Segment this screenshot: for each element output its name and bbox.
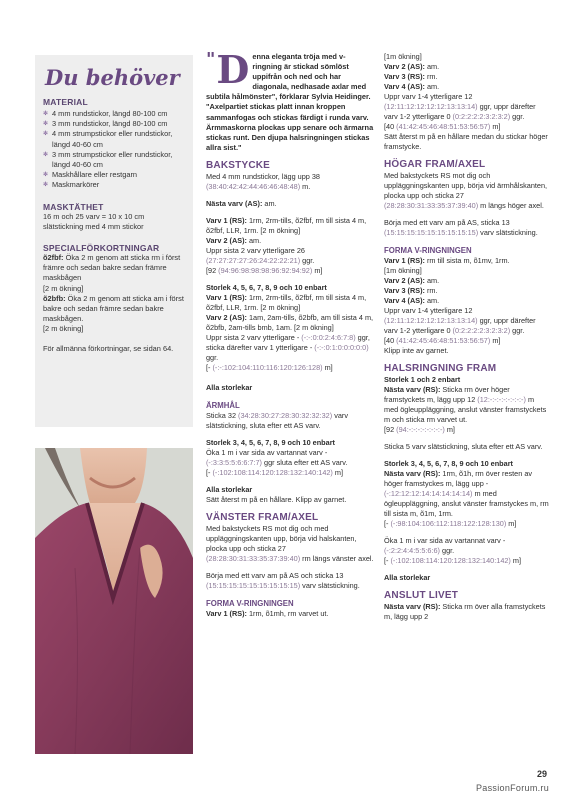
section-heading-vanster: VÄNSTER FRAM/AXEL bbox=[206, 511, 319, 523]
instruction: Med bakstyckets RS mot dig och uppläggningskanten upp, börja vid ärmhålskanten, plocka upp och sticka 27 (28:28:30:31:33:35:37:39:40) m längs höger axel. bbox=[384, 171, 548, 210]
abbreviations-heading: SPECIALFÖRKORTNINGAR bbox=[43, 243, 160, 254]
instruction: Varv 4 (AS): am. bbox=[384, 82, 440, 91]
size-heading: Storlek 4, 5, 6, 7, 8, 9 och 10 enbart bbox=[206, 282, 327, 292]
abbreviation-1 bbox=[43, 253, 185, 284]
instruction: Klipp inte av garnet. bbox=[384, 346, 449, 355]
drop-cap: D bbox=[216, 47, 250, 92]
instruction: Öka 1 m i var sida av vartannat varv - (-:2:2:4:4:5:5:6:6) ggr. bbox=[384, 536, 506, 555]
instruction: Nästa varv (RS): Sticka rm över höger framstyckets m, lägg upp 12 (12:-:-:-:-:-:-:-:-) m med ögleuppläggning, anslut vänster framstyckets m och sticka rm varvet ut. bbox=[384, 385, 547, 424]
sidebar-title: Du behöver bbox=[45, 65, 180, 90]
size-heading: Storlek 1 och 2 enbart bbox=[384, 375, 461, 384]
instruction: Uppr varv 1-4 ytterligare 12 (12:11:12:12:12:12:13:13:14) ggr, uppr därefter varv 1-2 ytterligare 0 (0:2:2:2:2:3:2:3:2) ggr. bbox=[384, 92, 536, 121]
instruction: Nästa varv (AS): am. bbox=[206, 198, 277, 208]
instruction: Sätt återst m på en hållare medan du stickar höger framstycke. bbox=[384, 132, 548, 151]
list-item: ✻ Maskmarkörer bbox=[43, 180, 185, 190]
stitch-count: [- (-:98:104:106:112:118:122:128:130) m] bbox=[384, 519, 517, 528]
intro-paragraph bbox=[206, 47, 374, 153]
quote-mark: " bbox=[206, 49, 216, 70]
abbreviation-text: Öka 2 m genom att sticka am i först bakre och sedan främre sedan bakre maskbågen. bbox=[43, 293, 184, 324]
stitch-count: [40 (41:42:45:46:48:51:53:56:57) m] bbox=[384, 122, 501, 131]
size-heading: Alla storlekar bbox=[206, 484, 253, 494]
section-heading-halsringning: HALSRINGNING FRAM bbox=[384, 363, 497, 374]
list-item: ✻ 4 mm rundstickor, längd 80-100 cm bbox=[43, 109, 185, 119]
instruction: Sticka 5 varv slätstickning, sluta efter ett AS varv. bbox=[384, 442, 543, 451]
instruction: [1m ökning] bbox=[384, 266, 422, 275]
stitch-count: [- (-:102:108:114:120:128:132:140:142) m] bbox=[206, 467, 344, 477]
stitch-count: [92 (94:-:-:-:-:-:-:-:-) m] bbox=[384, 425, 455, 434]
section-heading-hoger: HÖGAR FRAM/AXEL bbox=[384, 159, 486, 170]
gauge-text: 16 m och 25 varv = 10 x 10 cm slätstickning med 4 mm stickor bbox=[43, 211, 145, 231]
abbreviation-note: [2 m ökning] bbox=[43, 283, 84, 293]
page-number: 29 bbox=[537, 769, 548, 779]
instruction: Nästa varv (RS): 1rm, õ1h, rm över resten av höger framstyckes m, lägg upp - (-:12:12:12:14:14:14:14:14) m med ögleuppläggning, anslut vänster framstyckes m, rm till sista m, õ1m, 1rm. bbox=[384, 469, 549, 518]
instruction: Varv 1 (RS): 1rm, 2rm-tills, õ2fbf, rm till sista 4 m, õ2fbf, LLR, 1rm. [2 m ökning] bbox=[206, 215, 367, 235]
instruction: Varv 2 (AS): am. bbox=[384, 276, 440, 285]
stitch-count: [92 (94:96:98:98:98:96:92:94:92) m] bbox=[206, 265, 323, 275]
list-item: ✻ Maskhållare eller restgarn bbox=[43, 170, 185, 180]
stitch-count: [- (-:-:102:104:110:116:120:126:128) m] bbox=[206, 362, 333, 372]
instruction: Med bakstyckets RS mot dig och med uppläggningskanten upp, börja vid halskanten, plocka upp och sticka 27 (28:28:30:31:33:35:37:39:40) rm längs vänster axel. bbox=[206, 523, 374, 563]
size-heading: Alla storlekar bbox=[206, 382, 253, 392]
section-heading-armhal: ÄRMHÅL bbox=[206, 400, 240, 410]
material-list bbox=[43, 109, 185, 191]
instruction: Sticka 32 (34:28:30:27:28:30:32:32:32) varv slätstickning, sluta efter ett AS varv. bbox=[206, 410, 348, 430]
list-item: ✻ 3 mm strumpstickor eller rundstickor, längd 40-60 cm bbox=[43, 150, 185, 170]
list-item: ✻ 3 mm rundstickor, längd 80-100 cm bbox=[43, 119, 185, 129]
middle-column bbox=[206, 47, 374, 619]
instruction: Varv 3 (RS): rm. bbox=[384, 286, 438, 295]
list-item: ✻ 4 mm strumpstickor eller rundstickor, längd 40-60 cm bbox=[43, 129, 185, 149]
size-heading: Storlek 3, 4, 5, 6, 7, 8, 9 och 10 enbart bbox=[206, 437, 335, 447]
abbreviation-term: õ2fbf: bbox=[43, 253, 64, 263]
instruction: Uppr sista 2 varv ytterligare - (-:-:0:0:2:4:6:7:8) ggr, sticka därefter varv 1 ytterligare - (-:-:0:1:0:0:0:0:0) ggr. bbox=[206, 332, 370, 362]
size-heading: Alla storlekar bbox=[384, 573, 431, 582]
instruction: Sätt återst m på en hållare. Klipp av garnet. bbox=[206, 494, 347, 504]
abbreviation-note: [2 m ökning] bbox=[43, 324, 84, 334]
instruction: Varv 1 (RS): 1rm, õ1mh, rm varvet ut. bbox=[206, 608, 329, 618]
instruction: Uppr varv 1-4 ytterligare 12 (12:11:12:12:12:12:13:13:14) ggr, uppr därefter varv 1-2 ytterligare 0 (0:2:2:2:2:3:2:3:2) ggr. bbox=[384, 306, 536, 335]
model-illustration bbox=[35, 448, 193, 754]
instruction: Varv 2 (AS): am. bbox=[206, 235, 262, 245]
section-heading-forma-v: FORMA V-RINGNINGEN bbox=[206, 598, 294, 608]
instruction: Öka 1 m i var sida av vartannat varv - (-:3:3:5:5:6:6:7:7) ggr sluta efter ett AS varv. bbox=[206, 447, 348, 467]
stitch-count: [40 (41:42:45:46:48:51:53:56:57) m] bbox=[384, 336, 501, 345]
instruction: Börja med ett varv am på AS och sticka 13 (15:15:15:15:15:15:15:15:15) varv slätstickning. bbox=[206, 570, 360, 590]
instruction: Varv 2 (AS): am. bbox=[384, 62, 440, 71]
instruction: Varv 1 (RS): rm till sista m, õ1mv, 1rm. bbox=[384, 256, 510, 265]
watermark: PassionForum.ru bbox=[476, 783, 550, 793]
right-column bbox=[384, 52, 550, 622]
section-heading-bakstycke: BAKSTYCKE bbox=[206, 159, 271, 171]
instruction: Varv 2 (AS): 1am, 2am-tills, õ2bfb, am till sista 4 m, õ2bfb, 2am-tills bmb, 1am. [2 m ökning] bbox=[206, 312, 374, 332]
abbreviation-text: Öka 2 m genom att sticka rm i först främre och sedan bakre sedan främre maskbågen bbox=[43, 253, 181, 283]
sweater-photo bbox=[35, 448, 193, 754]
general-abbreviations-note: För allmänna förkortningar, se sidan 64. bbox=[43, 343, 174, 353]
size-heading: Storlek 3, 4, 5, 6, 7, 8, 9 och 10 enbart bbox=[384, 459, 513, 468]
instruction: Börja med ett varv am på AS, sticka 13 (15:15:15:15:15:15:15:15:15) varv slätstickning. bbox=[384, 218, 538, 237]
intro-text: enna eleganta tröja med v-ringning är stickad sömlöst uppifrån och ned och har diagonala, nedhasade axlar med subtila hålmönster", förklarar Sylvia Heidinger. "Axelpartiet stickas platt innan kroppen sammanfogas och stickas färdigt i runda varv. Ärmmaskorna plockas upp senare och ärmarna stickas runt. Den djupa halsringningen stickas allra sist." bbox=[206, 52, 374, 152]
section-heading-forma-v: FORMA V-RINGNINGEN bbox=[384, 246, 472, 255]
material-heading: MATERIAL bbox=[43, 97, 88, 107]
instruction: Nästa varv (RS): Sticka rm över alla framstyckets m, lägg upp 2 bbox=[384, 602, 546, 621]
abbreviation-term: õ2bfb: bbox=[43, 293, 66, 303]
instruction: Med 4 mm rundstickor, lägg upp 38 (38:40:42:42:44:46:46:48:48) m. bbox=[206, 171, 320, 191]
instruction: Varv 1 (RS): 1rm, 2rm-tills, õ2fbf, rm till sista 4 m, õ2fbf, LLR, 1rm. [2 m ökning] bbox=[206, 292, 367, 312]
instruction: Varv 3 (RS): rm. bbox=[384, 72, 438, 81]
gauge-heading: MASKTÄTHET bbox=[43, 201, 104, 212]
section-heading-anslut: ANSLUT LIVET bbox=[384, 590, 459, 601]
materials-sidebar bbox=[35, 55, 193, 427]
instruction: Uppr sista 2 varv ytterligare 26 (27:27:27:27:26:24:22:22:21) ggr. bbox=[206, 245, 315, 265]
instruction: Varv 4 (AS): am. bbox=[384, 296, 440, 305]
stitch-count: [- (-:102:108:114:120:128:132:140:142) m] bbox=[384, 556, 522, 565]
instruction: [1m ökning] bbox=[384, 52, 422, 61]
abbreviation-2 bbox=[43, 294, 185, 325]
